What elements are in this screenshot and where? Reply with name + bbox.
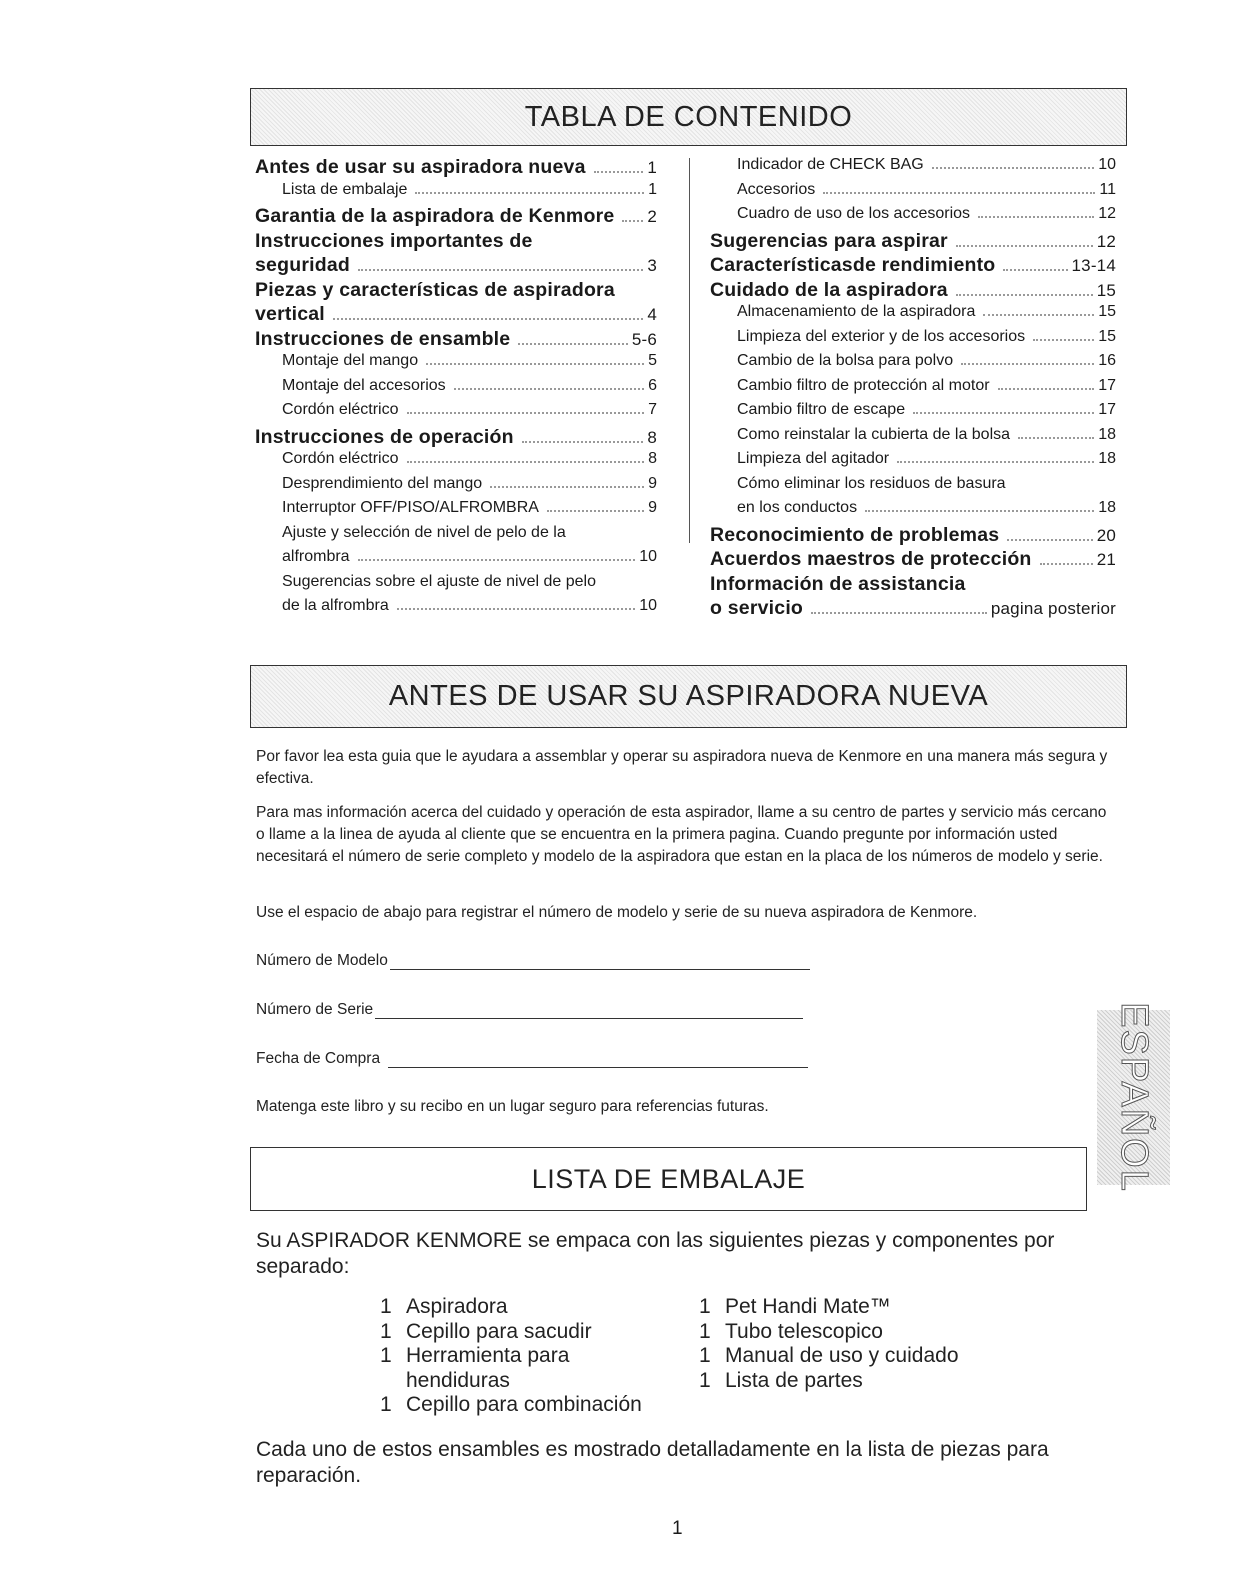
pack-item-name: Cepillo para combinación [406,1393,642,1416]
model-label: Número de Modelo [256,952,388,969]
language-tab-label: ESPAÑOL [1113,1002,1156,1193]
toc-entry-text: Sugerencias sobre el ajuste de nivel de pelo [282,572,596,590]
toc-entry-text: vertical [255,303,325,325]
toc-entry-text: Cómo eliminar los residuos de basura [737,474,1006,492]
dot-leader [998,388,1095,390]
toc-entry-text: Accesorios [737,180,816,198]
toc-entry-page: 12 [1096,231,1116,251]
toc-entry-text: Cordón eléctrico [282,401,399,418]
intro-paragraph: Por favor lea esta guia que le ayudara a assemblar y operar su aspiradora nueva de Kenmore en una manera más segura y efectiva. [256,748,1108,787]
toc-entry-page: 4 [647,305,657,324]
toc-left-column [255,156,657,622]
toc-entry-page: 15 [1098,327,1116,345]
date-line[interactable] [388,1066,808,1068]
toc-entry [255,548,657,573]
toc-entry-text: Cuidado de la aspiradora [710,278,948,301]
toc-entry-page: 10 [639,597,657,614]
dot-leader [407,412,645,414]
toc-entry [255,475,657,500]
page-number: 1 [672,1518,683,1539]
toc-entry [255,377,657,402]
toc-entry [710,499,1116,524]
toc-header [250,88,1127,146]
dot-leader [913,412,1094,414]
toc-entry [710,450,1116,475]
toc-entry [710,156,1116,181]
dot-leader [622,220,643,222]
toc-entry-page: 18 [1098,425,1116,443]
pack-item [699,1369,959,1394]
toc-entry-page: 16 [1098,352,1116,369]
toc-entry-page: 3 [647,256,657,275]
toc-entry-page: 17 [1098,401,1116,418]
dot-leader [358,559,636,561]
toc-entry [255,181,657,206]
pack-item-name: Manual de uso y cuidado [725,1344,959,1367]
pack-item-qty [380,1369,406,1394]
pack-item-name: Herramienta para [406,1344,570,1367]
toc-entry-page: 18 [1098,450,1116,467]
toc-entry [710,230,1116,255]
pack-item-qty: 1 [699,1319,711,1343]
dot-leader [978,216,1094,218]
toc-entry [255,328,657,353]
pack-item-name: Aspiradora [406,1295,508,1318]
pack-item-qty: 1 [699,1368,711,1392]
date-label: Fecha de Compra [256,1050,381,1067]
dot-leader [1018,437,1094,439]
toc-entry [255,303,657,328]
model-number-field[interactable] [256,952,810,970]
toc-entry [255,401,657,426]
dot-leader [358,269,643,271]
column-divider [689,158,690,543]
toc-entry [255,205,657,230]
toc-entry-text: Antes de usar su aspiradora nueva [255,156,586,178]
toc-entry-page: pagina posterior [990,599,1116,618]
serial-number-field[interactable] [256,1001,803,1019]
toc-entry-text: Acuerdos maestros de protección [710,548,1032,570]
toc-entry-text: Cambio filtro de protección al motor [737,376,990,394]
toc-entry [710,328,1116,353]
toc-entry-text: Limpieza del exterior y de los accesorios [737,327,1026,345]
purchase-date-field[interactable] [256,1050,808,1068]
toc-entry-page: 11 [1099,180,1116,198]
toc-entry [255,573,657,598]
toc-entry-text: Ajuste y selección de nivel de pelo de la [282,523,566,541]
toc-entry-page: 8 [648,450,657,467]
pack-item [380,1393,642,1418]
toc-entry [255,450,657,475]
pack-item-name: Pet Handi Mate™ [725,1295,891,1318]
toc-entry [255,597,657,622]
toc-entry-text: Almacenamiento de la aspiradora [737,303,976,320]
toc-entry [255,254,657,279]
toc-entry-page: 6 [648,376,657,394]
toc-entry-page: 9 [648,474,657,492]
model-line[interactable] [390,968,810,970]
toc-entry-text: Información de assistancia [710,572,966,595]
dot-leader [811,612,987,614]
toc-entry-text: o servicio [710,597,804,619]
toc-entry [255,352,657,377]
toc-entry-text: en los conductos [737,499,858,516]
record-paragraph: Use el espacio de abajo para registrar el número de modelo y serie de su nueva aspiradora de Kenmore. [256,904,978,921]
pack-item [380,1344,642,1369]
toc-entry-text: Lista de embalaje [282,180,408,198]
toc-entry-page: 18 [1098,499,1116,516]
lista-title: LISTA DE EMBALAJE [531,1163,806,1194]
pack-item [380,1369,642,1394]
dot-leader [490,486,644,488]
toc-entry-page: 5 [648,352,657,369]
toc-entry-text: Instrucciones importantes de [255,229,533,252]
toc-entry [710,352,1116,377]
serial-line[interactable] [375,1017,803,1019]
toc-entry [710,573,1116,598]
lista-outro: Cada uno de estos ensambles es mostrado detalladamente en la lista de piezas para reparación. [256,1438,1049,1487]
dot-leader [897,461,1094,463]
toc-entry [710,426,1116,451]
dot-leader [518,343,627,345]
toc-entry-page: 15 [1098,303,1116,320]
toc-entry-page: 17 [1098,376,1116,394]
toc-entry-text: alfrombra [282,548,350,565]
toc-entry [710,254,1116,279]
lista-intro: Su ASPIRADOR KENMORE se empaca con las siguientes piezas y componentes por separado: [256,1229,1055,1278]
toc-entry-text: Garantia de la aspiradora de Kenmore [255,205,615,227]
toc-entry-page: 7 [648,401,657,418]
pack-list-left [380,1295,642,1418]
toc-entry-text: Indicador de CHECK BAG [737,156,924,173]
pack-item-qty: 1 [380,1393,392,1416]
toc-entry-text: Cambio de la bolsa para polvo [737,352,954,369]
toc-entry-text: Cambio filtro de escape [737,401,906,418]
lista-header [250,1147,1087,1211]
antes-header [250,665,1127,728]
toc-entry [710,548,1116,573]
dot-leader [333,318,643,320]
toc-entry-page: 5-6 [631,329,657,349]
dot-leader [983,314,1094,316]
dot-leader [1007,539,1092,541]
toc-entry [255,279,657,304]
toc-entry-page: 10 [639,548,657,565]
toc-entry [255,426,657,451]
pack-item-qty: 1 [699,1344,711,1367]
pack-item [699,1295,959,1320]
dot-leader [594,171,644,173]
toc-entry-page: 2 [647,207,657,226]
pack-item-qty: 1 [380,1295,392,1318]
dot-leader [407,461,645,463]
toc-entry-text: Instrucciones de operación [255,425,514,448]
dot-leader [1033,339,1094,341]
toc-entry-page: 20 [1096,525,1116,545]
toc-entry-page: 12 [1098,205,1116,222]
dot-leader [956,245,1093,247]
toc-entry-text: Montaje del mango [282,352,419,369]
toc-entry [710,524,1116,549]
toc-entry-text: Montaje del accesorios [282,376,446,394]
dot-leader [397,608,635,610]
toc-entry-text: seguridad [255,254,350,276]
toc-entry-text: Reconocimiento de problemas [710,523,1000,546]
toc-right-column [710,156,1116,622]
toc-entry-text: Limpieza del agitador [737,450,890,467]
toc-entry-text: Sugerencias para aspirar [710,229,948,252]
toc-entry-text: Cuadro de uso de los accesorios [737,205,971,222]
toc-entry [710,401,1116,426]
dot-leader [547,510,644,512]
toc-entry-text: Cordón eléctrico [282,450,399,467]
toc-entry-page: 8 [647,427,657,447]
toc-entry-page: 10 [1098,156,1116,173]
toc-entry-page: 21 [1096,550,1116,569]
pack-list-right [699,1295,959,1393]
pack-item-name: Cepillo para sacudir [406,1319,592,1343]
pack-item-qty: 1 [380,1344,392,1367]
pack-item-qty: 1 [380,1319,392,1343]
toc-entry [710,597,1116,622]
pack-item-name: Tubo telescopico [725,1319,883,1343]
toc-entry-page: 15 [1096,280,1116,300]
dot-leader [961,363,1094,365]
toc-entry [255,156,657,181]
toc-entry-page: 9 [648,499,657,516]
toc-entry-text: Interruptor OFF/PISO/ALFROMBRA [282,499,539,516]
antes-title: ANTES DE USAR SU ASPIRADORA NUEVA [388,680,989,712]
dot-leader [932,167,1094,169]
toc-entry [710,181,1116,206]
toc-entry [710,377,1116,402]
dot-leader [865,510,1094,512]
dot-leader [454,388,644,390]
toc-entry-text: Característicasde rendimiento [710,254,996,276]
toc-entry [710,303,1116,328]
dot-leader [522,441,644,443]
pack-item [699,1320,959,1345]
toc-entry [255,230,657,255]
pack-item-qty: 1 [699,1295,711,1318]
dot-leader [823,192,1095,194]
toc-entry-text: Piezas y características de aspiradora [255,278,615,301]
dot-leader [426,363,644,365]
keep-note: Matenga este libro y su recibo en un lugar seguro para referencias futuras. [256,1098,769,1115]
dot-leader [415,192,644,194]
pack-item [380,1295,642,1320]
pack-item [699,1344,959,1369]
pack-item [380,1320,642,1345]
toc-entry [255,499,657,524]
toc-entry [710,205,1116,230]
language-tab [1097,1002,1170,1193]
toc-entry-page: 13-14 [1071,256,1116,275]
toc-entry-text: Desprendimiento del mango [282,474,483,492]
dot-leader [1040,563,1093,565]
toc-entry-page: 1 [647,158,657,177]
toc-entry-page: 1 [648,180,657,198]
toc-entry [255,524,657,549]
pack-item-name: Lista de partes [725,1368,863,1392]
toc-entry [710,475,1116,500]
toc-entry-text: Como reinstalar la cubierta de la bolsa [737,425,1011,443]
toc-entry [710,279,1116,304]
dot-leader [1003,269,1067,271]
dot-leader [956,294,1093,296]
toc-title: TABLA DE CONTENIDO [524,100,853,133]
toc-entry-text: de la alfrombra [282,597,389,614]
toc-entry-text: Instrucciones de ensamble [255,327,511,350]
info-paragraph: Para mas información acerca del cuidado y operación de esta aspirador, llame a su centro de partes y servicio más cercano o llame a la linea de ayuda al cliente que se encuentra en la primera pagina. Cuando pregunte por información usted necesitará el número de serie completo y modelo de la aspiradora que estan en la placa de los números de modelo y serie. [256,804,1107,865]
serial-label: Número de Serie [256,1001,374,1018]
pack-item-name: hendiduras [406,1368,510,1392]
